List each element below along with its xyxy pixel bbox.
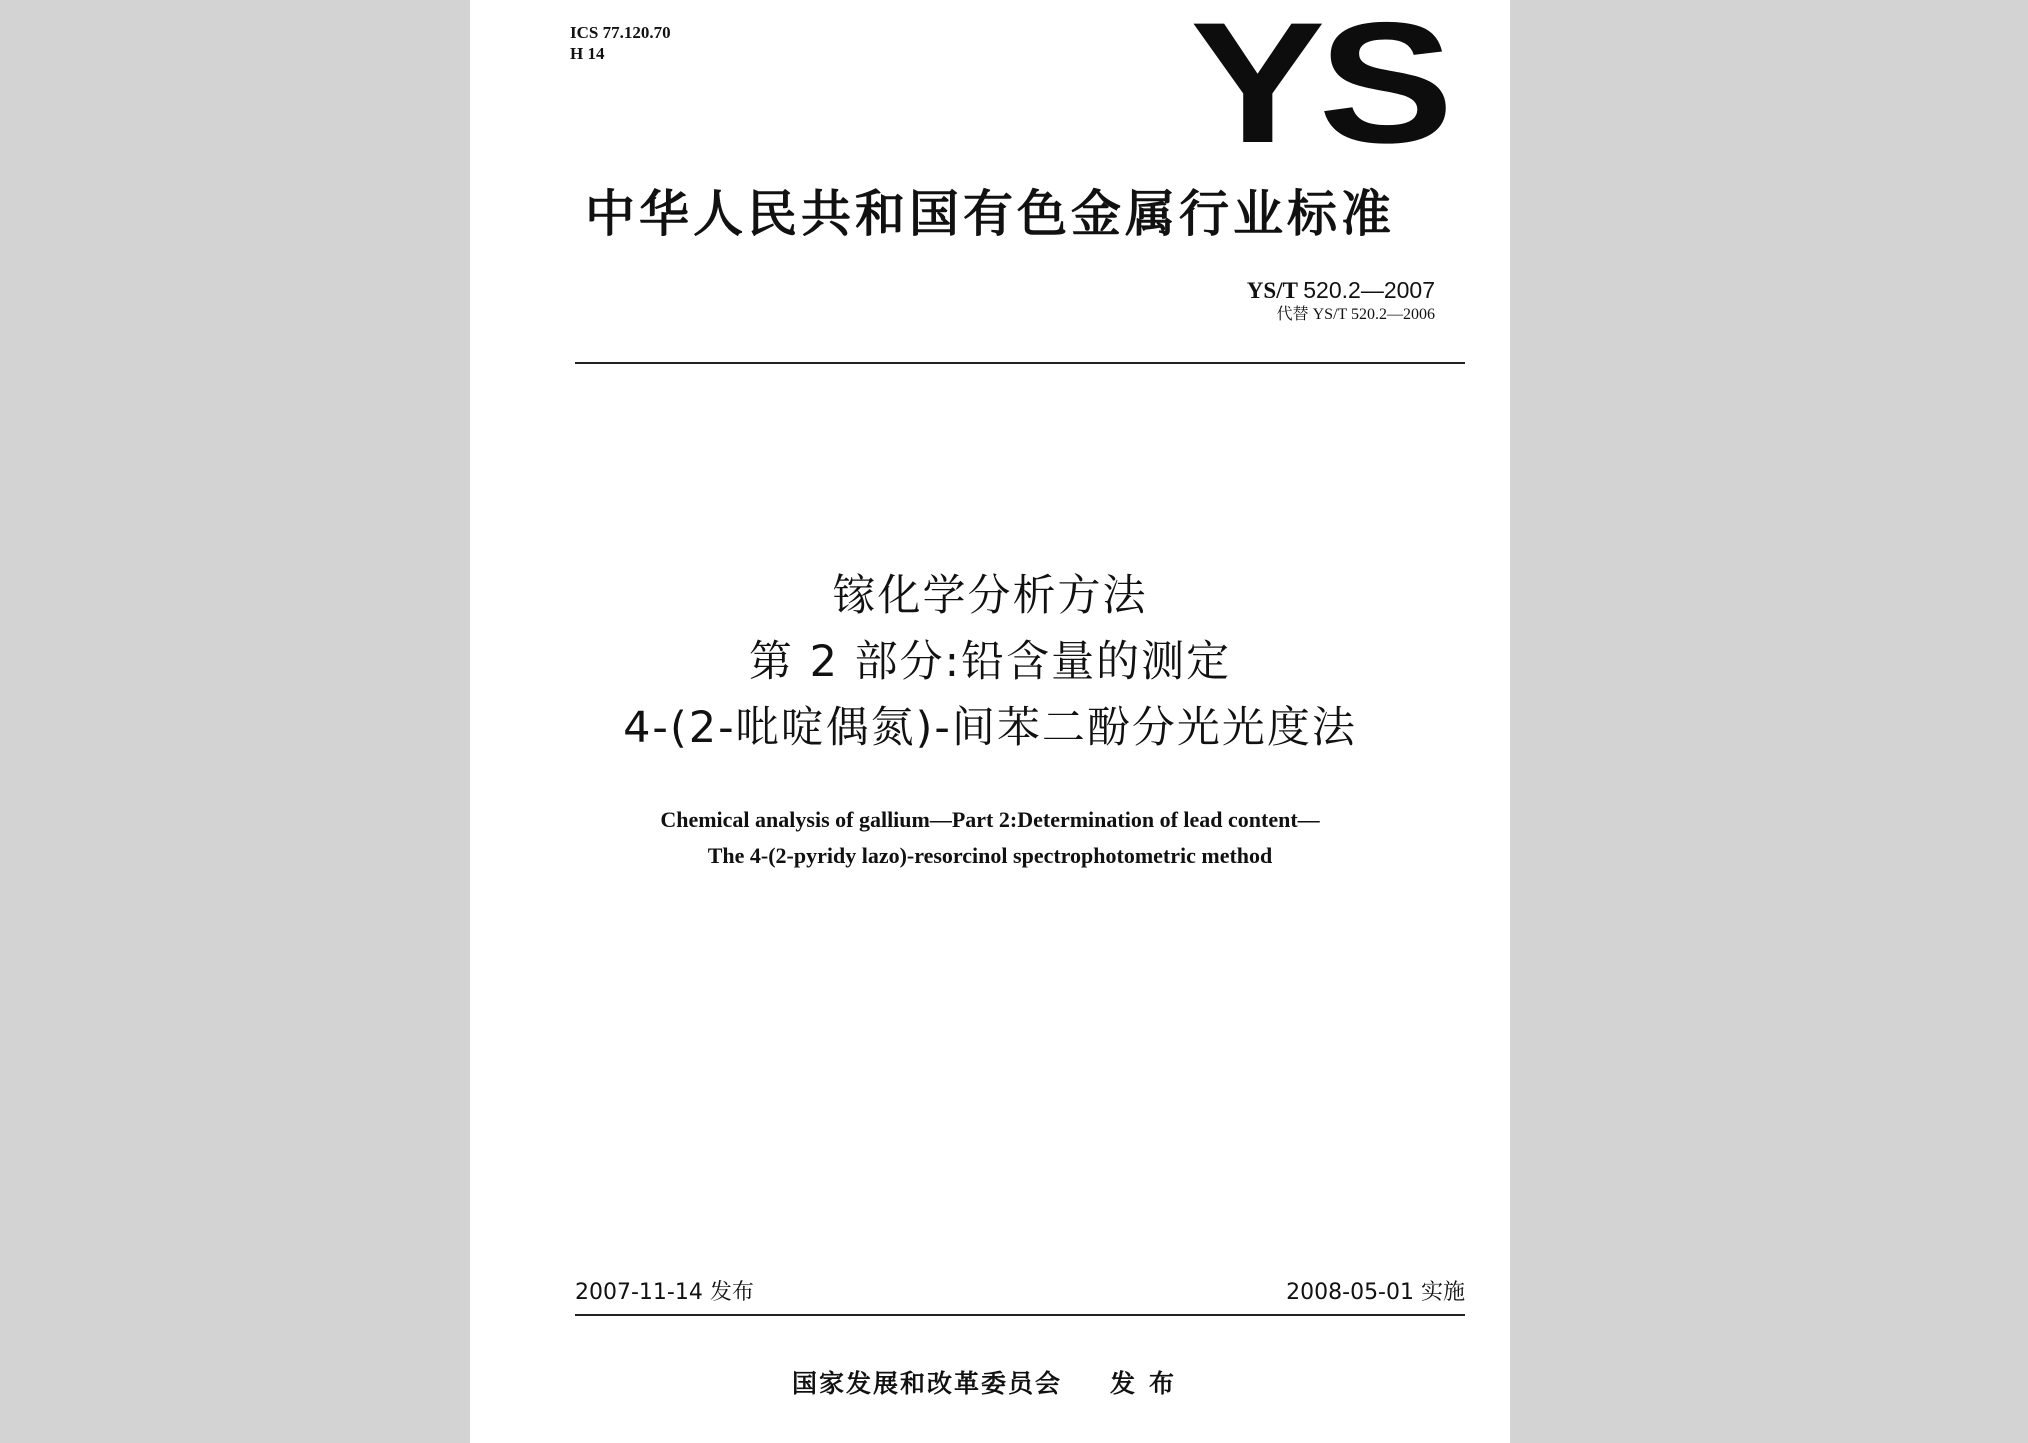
ics-code: ICS 77.120.70 (570, 23, 671, 42)
english-title-line-2: The 4-(2-pyridy lazo)-resorcinol spectrophotometric method (707, 843, 1273, 868)
standard-title: 中华人民共和国有色金属行业标准 (585, 185, 1395, 243)
bottom-divider (575, 1314, 1465, 1316)
chinese-title (470, 563, 1510, 761)
chinese-title-line-3: 4-(2-吡啶偶氮)-间苯二酚分光光度法 (623, 703, 1357, 753)
standard-code (1247, 276, 1435, 305)
ys-logo: YS (1190, 0, 1447, 179)
english-title-line-1: Chemical analysis of gallium—Part 2:Determination of lead content— (660, 807, 1320, 832)
document-page (470, 0, 1510, 1443)
chinese-title-line-1: 镓化学分析方法 (832, 571, 1148, 621)
standard-code-number: 520.2—2007 (1303, 277, 1435, 303)
replaces-note: 代替 YS/T 520.2—2006 (1276, 306, 1435, 323)
publish-action: 发布 (1110, 1369, 1189, 1398)
implementation-date: 2008-05-01 实施 (1286, 1280, 1465, 1305)
top-divider (575, 362, 1465, 364)
standard-code-prefix: YS/T (1246, 278, 1298, 303)
publisher-name: 国家发展和改革委员会 (791, 1369, 1062, 1398)
issue-date: 2007-11-14 发布 (575, 1280, 754, 1305)
ccs-code: H 14 (570, 44, 605, 63)
standard-code-block (1247, 276, 1435, 325)
publisher-line (470, 1368, 1510, 1400)
chinese-title-line-2: 第 2 部分:铅含量的测定 (748, 637, 1232, 687)
classification-block (570, 22, 671, 64)
english-title (470, 802, 1510, 874)
